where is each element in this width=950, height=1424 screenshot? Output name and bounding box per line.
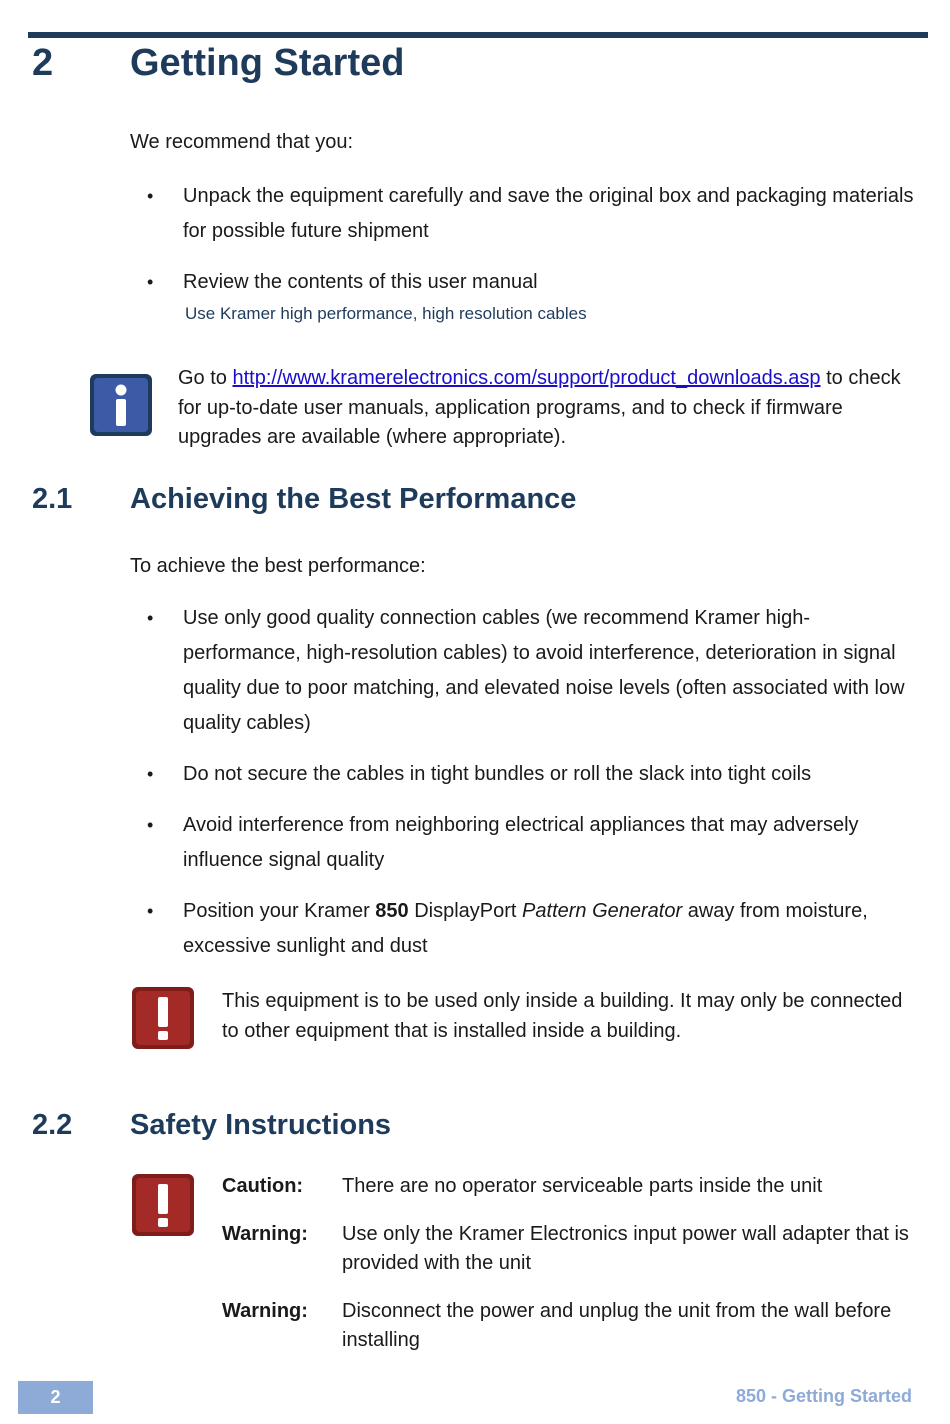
warning-icon [130,985,196,1051]
page-number: 2 [18,1381,93,1414]
chapter-title: Getting Started [130,42,405,84]
section-title: Achieving the Best Performance [130,483,577,515]
safety-text: Disconnect the power and unplug the unit from the wall before installing [342,1299,892,1351]
bullet-icon: • [147,272,154,292]
cable-note: Use Kramer high performance, high resolution cables [185,304,587,323]
building-warning: This equipment is to be used only inside a building. It may only be connected to other equipment that is installed inside a building. [222,990,903,1042]
safety-text: Use only the Kramer Electronics input power wall adapter that is provided with the unit [342,1222,909,1274]
section-number: 2.2 [32,1109,73,1141]
section-number: 2.1 [32,483,73,515]
safety-list [222,1172,912,1374]
list-item: • Unpack the equipment carefully and save the original box and packaging materials for possible future shipment [130,179,920,249]
safety-label: Warning: [222,1299,308,1322]
bullet-icon: • [147,608,154,628]
info-icon [88,372,154,438]
list-item: • Avoid interference from neighboring electrical appliances that may adversely influence signal quality [130,808,920,878]
section-title: Safety Instructions [130,1109,392,1141]
bullet-icon: • [147,764,154,784]
safety-text: There are no operator serviceable parts inside the unit [342,1175,823,1197]
downloads-link[interactable]: http://www.kramerelectronics.com/support/product_downloads.asp [232,367,821,389]
list-item: • Position your Kramer 850 DisplayPort Pattern Generator away from moisture, excessive sunlight and dust [130,894,920,964]
performance-list [130,601,920,980]
footer-section-label: 850 - Getting Started [735,1386,912,1406]
safety-item [222,1220,912,1279]
performance-intro: To achieve the best performance: [130,555,426,577]
bullet-icon: • [147,901,154,921]
list-item: • Review the contents of this user manual [130,265,920,300]
bullet-icon: • [147,186,154,206]
bullet-icon: • [147,815,154,835]
safety-item [222,1297,912,1356]
intro-text: We recommend that you: [130,131,354,153]
chapter-number: 2 [32,42,54,84]
info-note: Go to http://www.kramerelectronics.com/support/product_downloads.asp to check for up-to-date user manuals, application programs, and to check if firmware upgrades are available (where appropriate). [178,367,901,448]
list-item: • Do not secure the cables in tight bundles or roll the slack into tight coils [130,757,920,792]
product-name: Pattern Generator [522,900,683,922]
safety-label: Caution: [222,1175,304,1197]
top-rule [28,32,928,38]
safety-item [222,1172,912,1202]
recommend-list [130,179,920,316]
warning-icon [130,1172,196,1238]
model-number: 850 [375,900,409,922]
safety-label: Warning: [222,1222,308,1245]
list-item: • Use only good quality connection cables (we recommend Kramer high-performance, high-resolution cables) to avoid interference, deterioration in signal quality due to poor matching, and elevated noise levels (often associated with low quality cables) [130,601,920,741]
